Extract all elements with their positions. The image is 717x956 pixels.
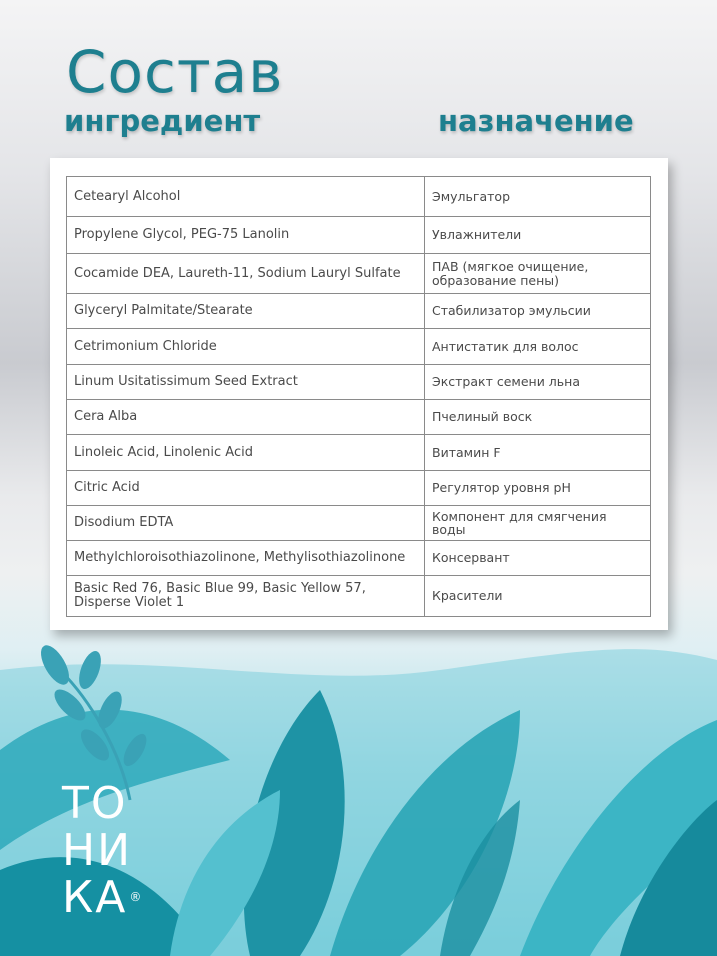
table-row [67,400,651,435]
table-row [67,254,651,294]
table-row [67,177,651,217]
purpose-cell: Увлажнители [425,217,651,254]
ingredient-cell: Propylene Glycol, PEG-75 Lanolin [67,217,425,254]
purpose-cell: Консервант [425,541,651,576]
composition-card [50,158,668,630]
page-title: Состав [66,38,284,106]
purpose-cell: Компонент для смягчения воды [425,506,651,541]
column-heading-purpose: назначение [438,104,634,138]
purpose-cell: Витамин F [425,435,651,471]
purpose-cell: Экстракт семени льна [425,365,651,400]
table-row [67,435,651,471]
table-row [67,329,651,365]
ingredient-cell: Cera Alba [67,400,425,435]
ingredient-cell: Cetearyl Alcohol [67,177,425,217]
logo-line-2: НИ [62,825,132,876]
column-heading-ingredient: ингредиент [64,104,261,138]
purpose-cell: Антистатик для волос [425,329,651,365]
ingredient-cell: Cetrimonium Chloride [67,329,425,365]
table-row [67,471,651,506]
ingredient-cell: Methylchloroisothiazolinone, Methylisothiazolinone [67,541,425,576]
purpose-cell: Красители [425,576,651,617]
logo-line-3 [62,874,182,921]
ingredient-cell: Disodium EDTA [67,506,425,541]
table-row [67,576,651,617]
ingredient-cell: Glyceryl Palmitate/Stearate [67,294,425,329]
ingredient-cell: Basic Red 76, Basic Blue 99, Basic Yellow 57, Disperse Violet 1 [67,576,425,617]
table-row [67,506,651,541]
ingredient-cell: Citric Acid [67,471,425,506]
purpose-cell: Эмульгатор [425,177,651,217]
table-row [67,294,651,329]
table-row [67,217,651,254]
ingredient-cell: Linoleic Acid, Linolenic Acid [67,435,425,471]
purpose-cell: Стабилизатор эмульсии [425,294,651,329]
logo-line-3-text: КА [62,872,128,923]
table-row [67,365,651,400]
brand-logo [62,780,182,921]
purpose-cell: Пчелиный воск [425,400,651,435]
composition-table [66,176,651,617]
ingredient-cell: Cocamide DEA, Laureth-11, Sodium Lauryl Sulfate [67,254,425,294]
registered-mark: ® [129,890,142,904]
purpose-cell: ПАВ (мягкое очищение, образование пены) [425,254,651,294]
table-row [67,541,651,576]
logo-line-1: ТО [62,778,128,829]
purpose-cell: Регулятор уровня pH [425,471,651,506]
ingredient-cell: Linum Usitatissimum Seed Extract [67,365,425,400]
